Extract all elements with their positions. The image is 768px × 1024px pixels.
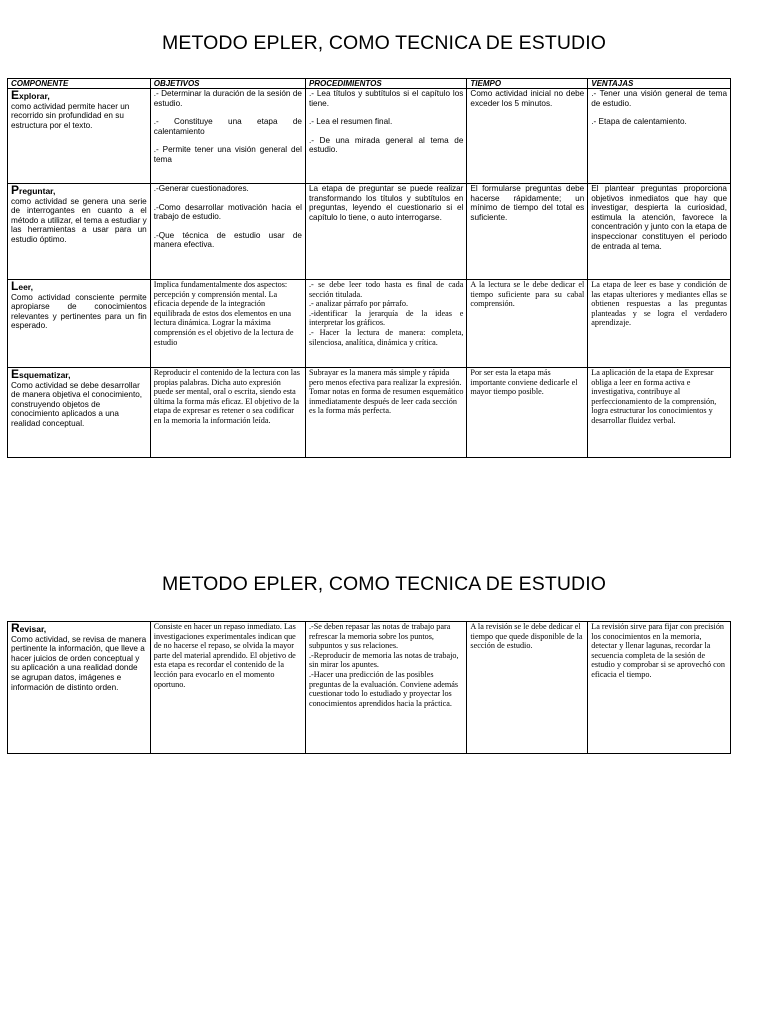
objetivo-item: Implica fundamentalmente dos aspectos: percepción y comprensión mental. La eficacia depende de la integración equilibrada de estos dos elementos en una lectura dinámica. Lograr la máxima comprensión es el objetivo de la lectura de estudio — [153, 280, 294, 347]
ventajas-cell — [588, 89, 731, 184]
ventaja-item: La etapa de leer es base y condición de las etapas ulteriores y mediantes ellas se obtienen respuestas a las preguntas planteadas y se logra el verdadero aprendizaje. — [591, 280, 727, 328]
procedimiento-item: La etapa de preguntar se puede realizar transformando los títulos y subtítulos en preguntas, leyendo el cuestionario si el capítulo lo tiene, o auto interrogarse. — [308, 184, 464, 222]
procedimiento-item: .- De una mirada general al tema de estudio. — [308, 135, 464, 155]
procedimiento-item: .- Lea el resumen final. — [308, 117, 393, 127]
tiempo-cell: Por ser esta la etapa más importante conviene dedicarle el mayor tiempo posible. — [467, 368, 588, 458]
header-ventajas: VENTAJAS — [588, 79, 731, 89]
header-componente: COMPONENTE — [8, 79, 151, 89]
componente-cell — [8, 89, 151, 184]
objetivo-item: .- Constituye una etapa de calentamiento — [153, 117, 302, 136]
component-description: Como actividad se debe desarrollar de manera objetiva el conocimiento, construyendo objetos de conocimiento aplicados a una realidad conceptual. — [11, 380, 143, 428]
objetivo-item: .-Como desarrollar motivación hacia el trabajo de estudio. — [153, 202, 302, 222]
table-header-row — [8, 79, 731, 89]
table-row — [8, 368, 731, 458]
objetivos-cell — [150, 280, 305, 368]
objetivo-item: Reproducir el contenido de la lectura con las propias palabras. Dicha auto expresión puede ser mental, oral o escrita, siendo esta última la forma más eficaz. El objetivo de la etapa de expresar es retener o sea codificar en la memoria la información leída. — [153, 368, 300, 425]
procedimientos-cell — [305, 184, 466, 280]
header-procedimientos: PROCEDIMIENTOS — [305, 79, 466, 89]
component-name: Explorar, — [11, 88, 50, 102]
procedimiento-item: .-Hacer una predicción de las posibles preguntas de la evaluación. Conviene además cuestionar todo lo estudiado y proyectar los conocimientos aprendidos hacia la práctica. — [308, 669, 459, 708]
objetivo-item: .-Generar cuestionadores. — [153, 184, 249, 193]
component-name: Preguntar, — [11, 183, 56, 197]
ventaja-item: .- Tener una visión general de tema de estudio. — [591, 89, 727, 108]
componente-cell — [8, 368, 151, 458]
table-row — [8, 89, 731, 184]
ventajas-cell — [588, 184, 731, 280]
component-name: Esquematizar, — [11, 367, 71, 381]
componente-cell — [8, 280, 151, 368]
objetivos-cell — [150, 89, 305, 184]
ventaja-item: .- Etapa de calentamiento. — [591, 117, 687, 127]
componente-cell — [8, 622, 151, 754]
ventajas-cell — [588, 622, 731, 754]
procedimiento-item: .-identificar la jerarquía de la ideas e interpretar los gráficos. — [308, 308, 464, 328]
procedimiento-item: .-Se deben repasar las notas de trabajo para refrescar la memoria sobre los puntos, subpuntos y sus relaciones. — [308, 622, 451, 651]
component-name: Leer, — [11, 279, 33, 293]
objetivos-cell — [150, 184, 305, 280]
procedimientos-cell — [305, 280, 466, 368]
header-tiempo: TIEMPO — [467, 79, 588, 89]
objetivos-cell — [150, 622, 305, 754]
component-description: como actividad se genera una serie de interrogantes en cuanto a el método a utilizar, el tema a estudiar y las herramientas a usar para un estudio óptimo. — [11, 196, 147, 244]
ventajas-cell — [588, 280, 731, 368]
tiempo-cell: A la revisión se le debe dedicar el tiempo que quede disponible de la sección de estudio. — [467, 622, 588, 754]
procedimiento-item: .- Hacer la lectura de manera: completa, silenciosa, analítica, dinámica y crítica. — [308, 327, 464, 347]
page-title: METODO EPLER, COMO TECNICA DE ESTUDIO — [162, 32, 606, 54]
objetivo-item: .-Que técnica de estudio usar de manera efectiva. — [153, 230, 302, 250]
procedimiento-item: .- Lea títulos y subtítulos si el capítulo los tiene. — [308, 89, 464, 108]
procedimiento-item: .-Reproducir de memoria las notas de trabajo, sin mirar los apuntes. — [308, 650, 459, 670]
ventaja-item: El plantear preguntas proporciona objetivos inmediatos que hay que investigar, despierta la curiosidad, estimula la atención, favorece la concentración y junto con la etapa de inspeccionar constituyen el periodo de entrada al tema. — [591, 184, 727, 251]
objetivo-item: Consiste en hacer un repaso inmediato. Las investigaciones experimentales indican que de no hacerse el repaso, se olvida la mayor parte del material aprendido. El objetivo de esta etapa es recordar el contenido de la lección para evocarlo en el momento oportuno. — [153, 622, 296, 689]
component-description: como actividad permite hacer un recorrido sin profundidad en su estructura por el texto. — [11, 101, 130, 130]
procedimientos-cell — [305, 89, 466, 184]
objetivos-cell — [150, 368, 305, 458]
table-row — [8, 622, 731, 754]
ventaja-item: La aplicación de la etapa de Expresar obliga a leer en forma activa e investigativa, contribuye al perfeccionamiento de la comprensión, logra estructurar los conocimientos y desarrollar fluidez verbal. — [591, 368, 717, 425]
epler-table-revisar — [7, 621, 731, 754]
tiempo-cell: El formularse preguntas debe hacerse rápidamente; un mínimo de tiempo del total es suficiente. — [467, 184, 588, 280]
procedimiento-item: .- analizar párrafo por párrafo. — [308, 299, 409, 309]
epler-table — [7, 78, 731, 458]
ventajas-cell — [588, 368, 731, 458]
procedimientos-cell — [305, 368, 466, 458]
table-row — [8, 280, 731, 368]
header-objetivos: OBJETIVOS — [150, 79, 305, 89]
componente-cell — [8, 184, 151, 280]
ventaja-item: La revisión sirve para fijar con precisión los conocimientos en la memoria, detectar y llenar lagunas, recordar la secuencia completa de la sesión de estudio y comprobar si se aprovechó con eficacia el tiempo. — [591, 622, 725, 679]
objetivo-item: .- Determinar la duración de la sesión de estudio. — [153, 89, 302, 108]
component-description: Como actividad consciente permite apropiarse de conocimientos relevantes y pertinentes para un fin esperado. — [11, 292, 147, 331]
procedimiento-item: Subrayar es la manera más simple y rápida pero menos efectiva para realizar la expresión. Tomar notas en forma de resumen esquemático inmediatamente después de leer cada sección es la forma más perfecta. — [308, 368, 464, 416]
tiempo-cell: A la lectura se le debe dedicar el tiempo suficiente para su cabal comprensión. — [467, 280, 588, 368]
table-row — [8, 184, 731, 280]
component-description: Como actividad, se revisa de manera pertinente la información, que lleve a hacer juicios de orden conceptual y su aplicación a una realidad donde se agrupan datos, imágenes e información de distinto orden. — [11, 634, 147, 692]
objetivo-item: .- Permite tener una visión general del tema — [153, 145, 302, 164]
procedimientos-cell — [305, 622, 466, 754]
tiempo-cell: Como actividad inicial no debe exceder los 5 minutos. — [467, 89, 588, 184]
procedimiento-item: .- se debe leer todo hasta es final de cada sección titulada. — [308, 280, 464, 299]
page-title-repeat: METODO EPLER, COMO TECNICA DE ESTUDIO — [162, 573, 606, 595]
component-name: Revisar, — [11, 621, 47, 635]
